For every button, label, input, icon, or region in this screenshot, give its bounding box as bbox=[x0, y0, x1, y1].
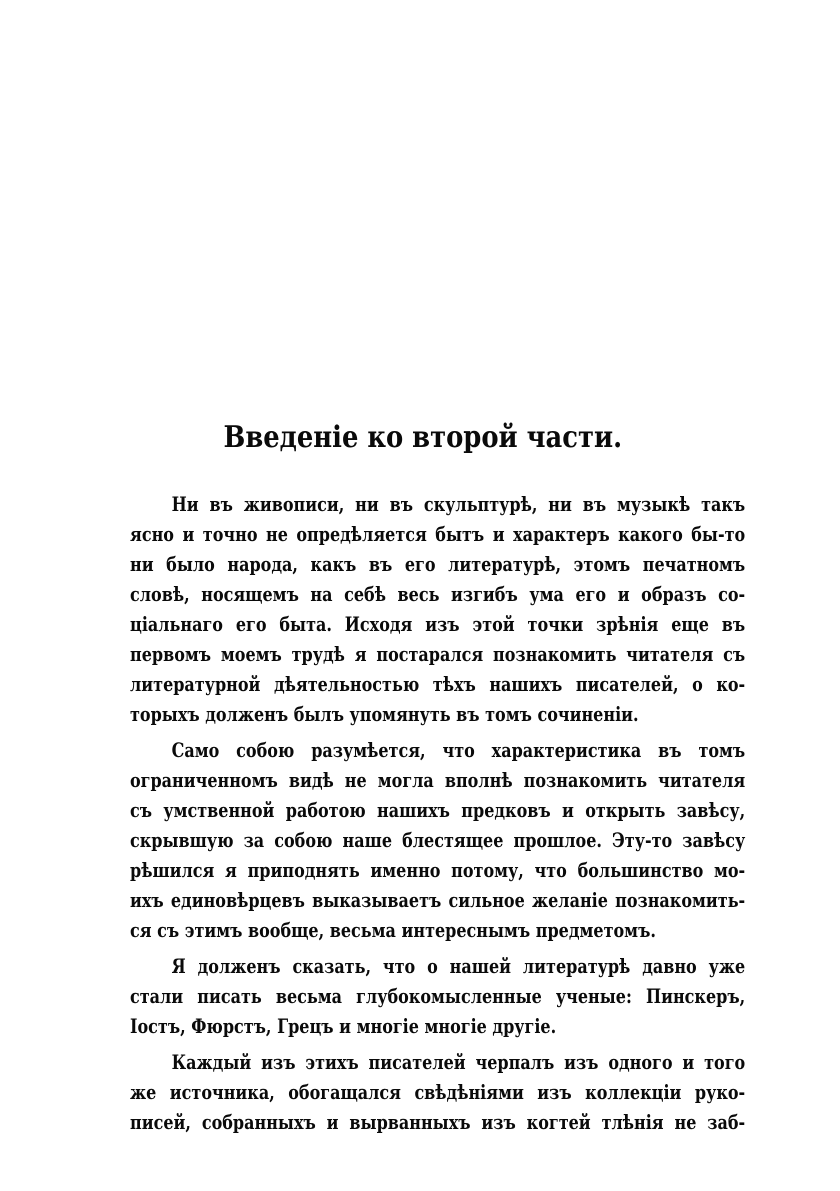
text-line: же источника, обогащался свѣдѣніями изъ коллекціи руко- bbox=[130, 1080, 746, 1104]
text-line: ціальнаго его быта. Исходя изъ этой точки зрѣнія еще въ bbox=[130, 612, 746, 636]
text-line: ограниченномъ видѣ не могла вполнѣ познакомить читателя bbox=[130, 768, 746, 792]
text-line: Іостъ, Фюрстъ, Грецъ и многіе многіе другіе. bbox=[130, 1014, 557, 1038]
text-line: Ни въ живописи, ни въ скульптурѣ, ни въ музыкѣ такъ bbox=[171, 492, 746, 516]
text-line: словѣ, носящемъ на себѣ весь изгибъ ума его и образъ со- bbox=[130, 582, 746, 606]
text-line: рѣшился я приподнять именно потому, что большинство мо- bbox=[130, 858, 746, 882]
text-line: литературной дѣятельностью тѣхъ нашихъ писателей, о ко- bbox=[130, 672, 746, 696]
text-line: стали писать весьма глубокомысленные ученые: Пинскеръ, bbox=[130, 984, 746, 1008]
text-line: торыхъ долженъ былъ упомянуть въ томъ сочиненіи. bbox=[130, 702, 639, 726]
paragraph-2 bbox=[130, 735, 745, 945]
text-line: ся съ этимъ вообще, весьма интереснымъ предметомъ. bbox=[130, 918, 656, 942]
text-line: Я долженъ сказать, что о нашей литературѣ давно уже bbox=[171, 954, 746, 978]
paragraph-3 bbox=[130, 951, 745, 1041]
paragraph-1 bbox=[130, 489, 745, 729]
text-line: ихъ единовѣрцевъ выказываетъ сильное желаніе познакомить- bbox=[130, 888, 746, 912]
text-line: первомъ моемъ трудѣ я постарался познакомить читателя съ bbox=[130, 642, 746, 666]
chapter-heading: Введеніе ко второй части. bbox=[223, 420, 623, 455]
text-line: писей, собранныхъ и вырванныхъ изъ когтей тлѣнія не заб- bbox=[130, 1110, 746, 1134]
text-line: Само собою разумѣется, что характеристика въ томъ bbox=[171, 738, 746, 762]
text-line: съ умственной работою нашихъ предковъ и открыть завѣсу, bbox=[130, 798, 746, 822]
text-line: Каждый изъ этихъ писателей черпалъ изъ одного и того bbox=[171, 1050, 746, 1074]
text-line: ясно и точно не опредѣляется бытъ и характеръ какого бы-то bbox=[130, 522, 746, 546]
paragraph-4 bbox=[130, 1047, 745, 1137]
body-text bbox=[130, 489, 745, 1143]
text-line: ни было народа, какъ въ его литературѣ, этомъ печатномъ bbox=[130, 552, 746, 576]
text-line: скрывшую за собою наше блестящее прошлое. Эту-то завѣсу bbox=[130, 828, 746, 852]
